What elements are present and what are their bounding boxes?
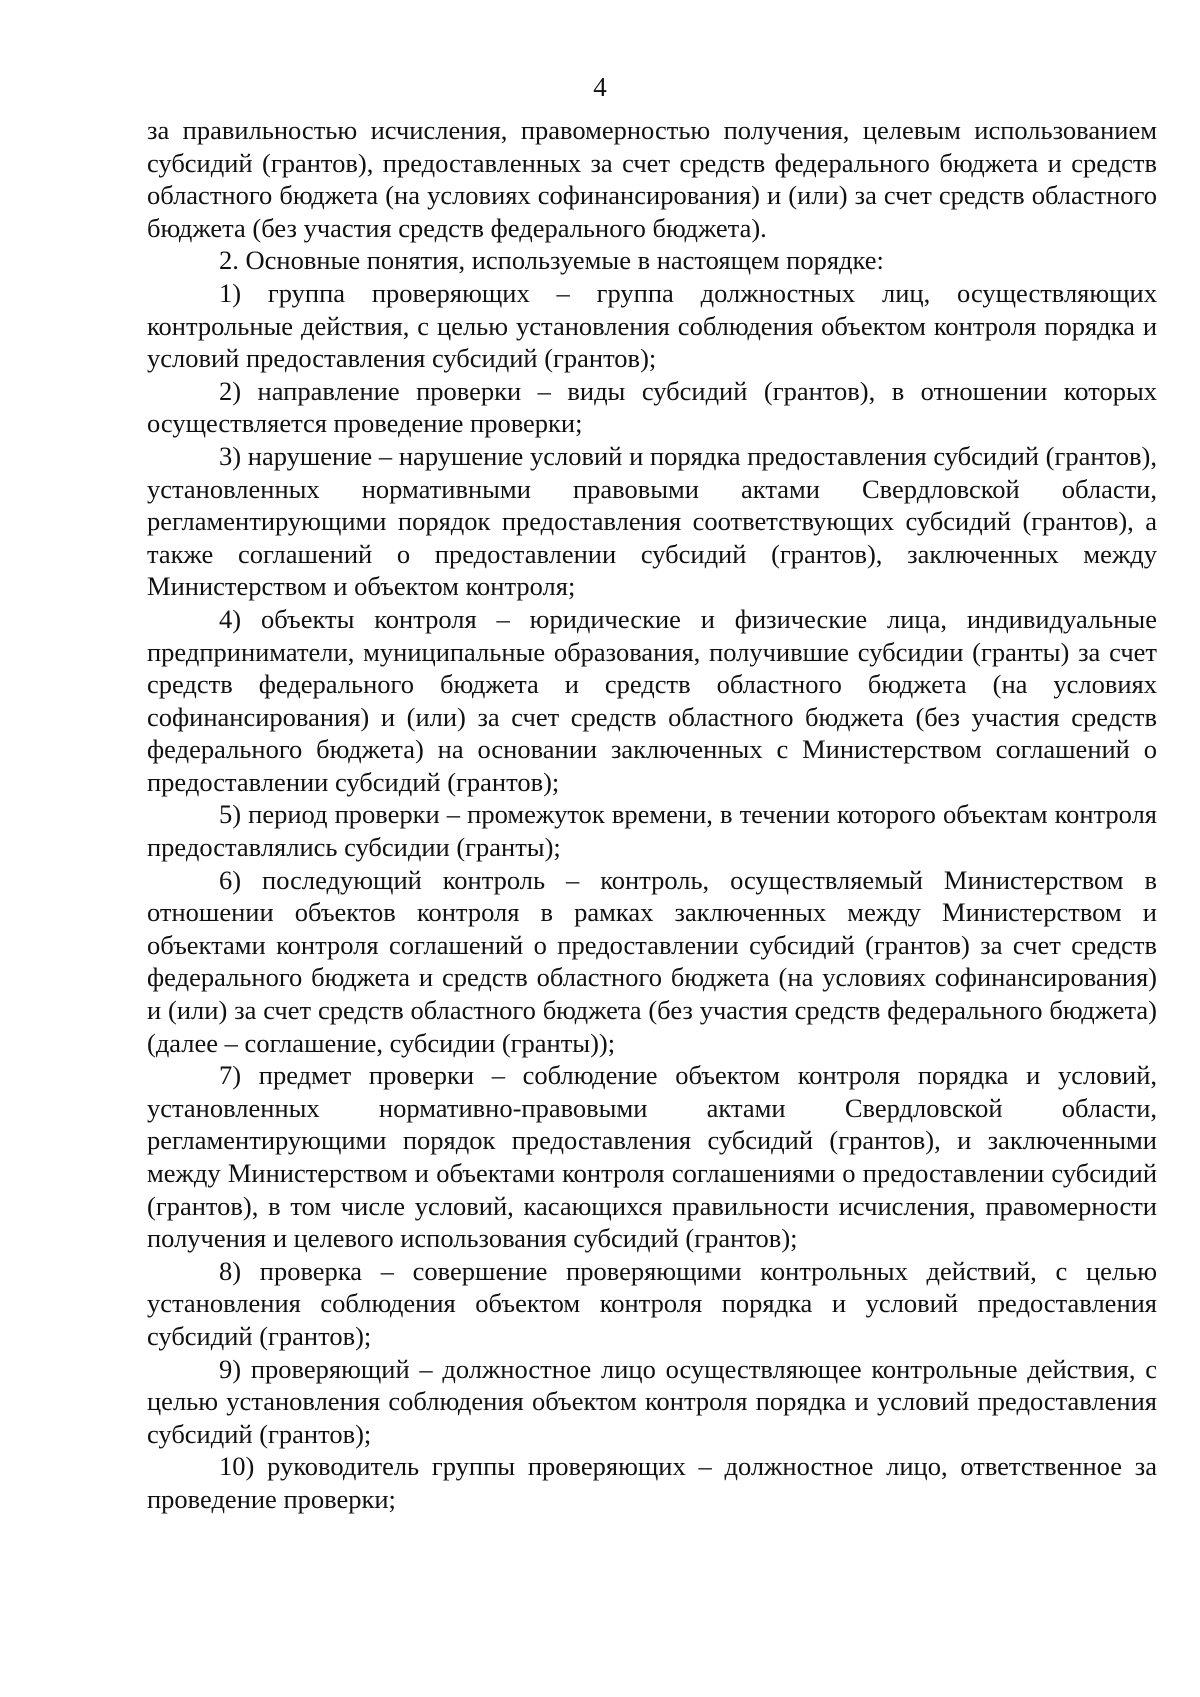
paragraph-section-2-heading: 2. Основные понятия, используемые в настоящем порядке: — [219, 245, 884, 276]
paragraph-item-6: 6) последующий контроль – контроль, осуществляемый Министерством в отношении объектов контроля в рамках заключенных между Министерством и объектами контроля соглашений о предоставлении субсидий (грантов) за счет средств федерального бюджета и средств областного бюджета (на условиях софинансирования) и (или) за счет средств областного бюджета (без участия средств федерального бюджета) (далее – соглашение, субсидии (гранты)); — [147, 864, 1157, 1058]
paragraph-continuation: за правильностью исчисления, правомерностью получения, целевым использованием субсидий (грантов), предоставленных за счет средств федерального бюджета и средств областного бюджета (на условиях софинансирования) и (или) за счет средств областного бюджета (без участия средств федерального бюджета). — [147, 115, 1157, 243]
paragraph-item-10: 10) руководитель группы проверяющих – должностное лицо, ответственное за проведение проверки; — [147, 1451, 1157, 1514]
paragraph-item-7: 7) предмет проверки – соблюдение объектом контроля порядка и условий, установленных нормативно-правовыми актами Свердловской области, регламентирующими порядок предоставления субсидий (грантов), и заключенными между Министерством и объектами контроля соглашениями о предоставлении субсидий (грантов), в том числе условий, касающихся правильности исчисления, правомерности получения и целевого использования субсидий (грантов); — [147, 1060, 1157, 1254]
paragraph-item-4: 4) объекты контроля – юридические и физические лица, индивидуальные предприниматели, муниципальные образования, получившие субсидии (гранты) за счет средств федерального бюджета и средств областного бюджета (на условиях софинансирования) и (или) за счет средств областного бюджета (без участия средств федерального бюджета) на основании заключенных с Министерством соглашений о предоставлении субсидий (грантов); — [147, 603, 1157, 797]
page-number: 4 — [593, 72, 607, 102]
paragraph-item-1: 1) группа проверяющих – группа должностных лиц, осуществляющих контрольные действия, с целью установления соблюдения объектом контроля порядка и условий предоставления субсидий (грантов); — [147, 277, 1157, 374]
paragraph-item-2: 2) направление проверки – виды субсидий (грантов), в отношении которых осуществляется проведение проверки; — [147, 375, 1157, 439]
paragraph-item-3: 3) нарушение – нарушение условий и порядка предоставления субсидий (грантов), установленных нормативными правовыми актами Свердловской области, регламентирующими порядок предоставления соответствующих субсидий (грантов), а также соглашений о предоставлении субсидий (грантов), заключенных между Министерством и объектом контроля; — [147, 440, 1157, 602]
paragraph-item-8: 8) проверка – совершение проверяющими контрольных действий, с целью установления соблюдения объектом контроля порядка и условий предоставления субсидий (грантов); — [147, 1255, 1157, 1351]
document-body — [147, 114, 1157, 1516]
paragraph-item-5: 5) период проверки – промежуток времени, в течении которого объектам контроля предоставлялись субсидии (гранты); — [147, 799, 1157, 863]
paragraph-item-9: 9) проверяющий – должностное лицо осуществляющее контрольные действия, с целью установления соблюдения объектом контроля порядка и условий предоставления субсидий (грантов); — [147, 1353, 1157, 1449]
